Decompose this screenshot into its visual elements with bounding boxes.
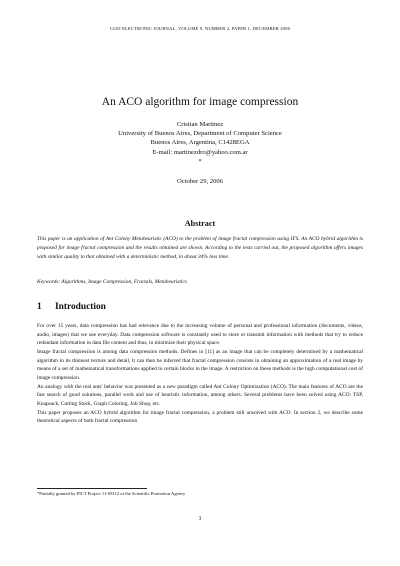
abstract-body: This paper is an application of Ant Colony Metaheuristic (ACO) to the problem of image fractal compression using IFS. An ACO hybrid algorithm is proposed for image fractal compression and the results obtained are shown. According to the tests carried out, the proposed algorithm offers images with similar quality to that obtained with a deterministic method, in about 34% less time. (37, 236, 363, 260)
paper-title: An ACO algorithm for image compression (101, 96, 299, 108)
intro-paragraph: This paper proposes an ACO hybrid algorithm for image fractal compression, a problem still unsolved with ACO. In section 2, we describe some theoretical aspects of both fractal compression (37, 409, 363, 425)
intro-paragraph: For over 15 years, data compression has had relevance due to the increasing volume of personal and professional information (documents, videos, audio, images) that we use everyday. Data compression software is constantly used to store or transmit information with methods that try to reduce redundant information in data file content and thus, to minimize their physical space. (37, 323, 363, 347)
footnote-rule (37, 488, 147, 489)
running-head: CLEI ELECTRONIC JOURNAL, VOLUME 9, NUMBER 2, PAPER 1, DECEMBER 2006 (109, 26, 291, 31)
footnote: *Partially granted by PICT Project 11-09112 of the Scientific Promotion Agency (37, 491, 186, 496)
author-address: Buenos Aires, Argentina, C1428EGA (150, 139, 250, 147)
section-heading (37, 302, 363, 312)
author-name: Cristian Martinez (176, 121, 224, 128)
section-number: 1 (37, 302, 42, 312)
author-affiliation: University of Buenos Aires, Department of Computer Science (118, 130, 282, 138)
introduction-body (37, 322, 363, 426)
page-number: 1 (198, 515, 202, 522)
paper-date: October 29, 2006 (177, 178, 223, 185)
author-email: E-mail: martinezdro@yahoo.com.ar (152, 148, 248, 156)
abstract-heading: Abstract (184, 219, 216, 228)
author-block (0, 120, 400, 166)
section-title: Introduction (55, 302, 106, 312)
intro-paragraph: Image fractal compression is among data compression methods. Defines in [11] as an image that can be completely determined by a mathematical algorithm in its thinnest texture and detail, it can then be inferred that fractal compression consists in obtaining an approximation of a real image by means of a set of mathematical transformations applied to certain blocks in the image. A restriction on these methods is the high computational cost of image compression. (37, 348, 363, 381)
author-footnote-mark: * (198, 157, 202, 165)
keywords: Keywords: Algorithms, Image Compression, Fractals, Metaheuristics (37, 279, 187, 285)
intro-paragraph: An analogy with the real ants' behavior was presented as a new paradigm called Ant Colony Optimization (ACO). The main features of ACO are the fast search of good solutions, parallel work and use of heuristic information, among others. Several problems have been solved using ACO: TSP, Knapsack, Cutting Stock, Graph Coloring, Job Shop, etc. (37, 383, 363, 407)
